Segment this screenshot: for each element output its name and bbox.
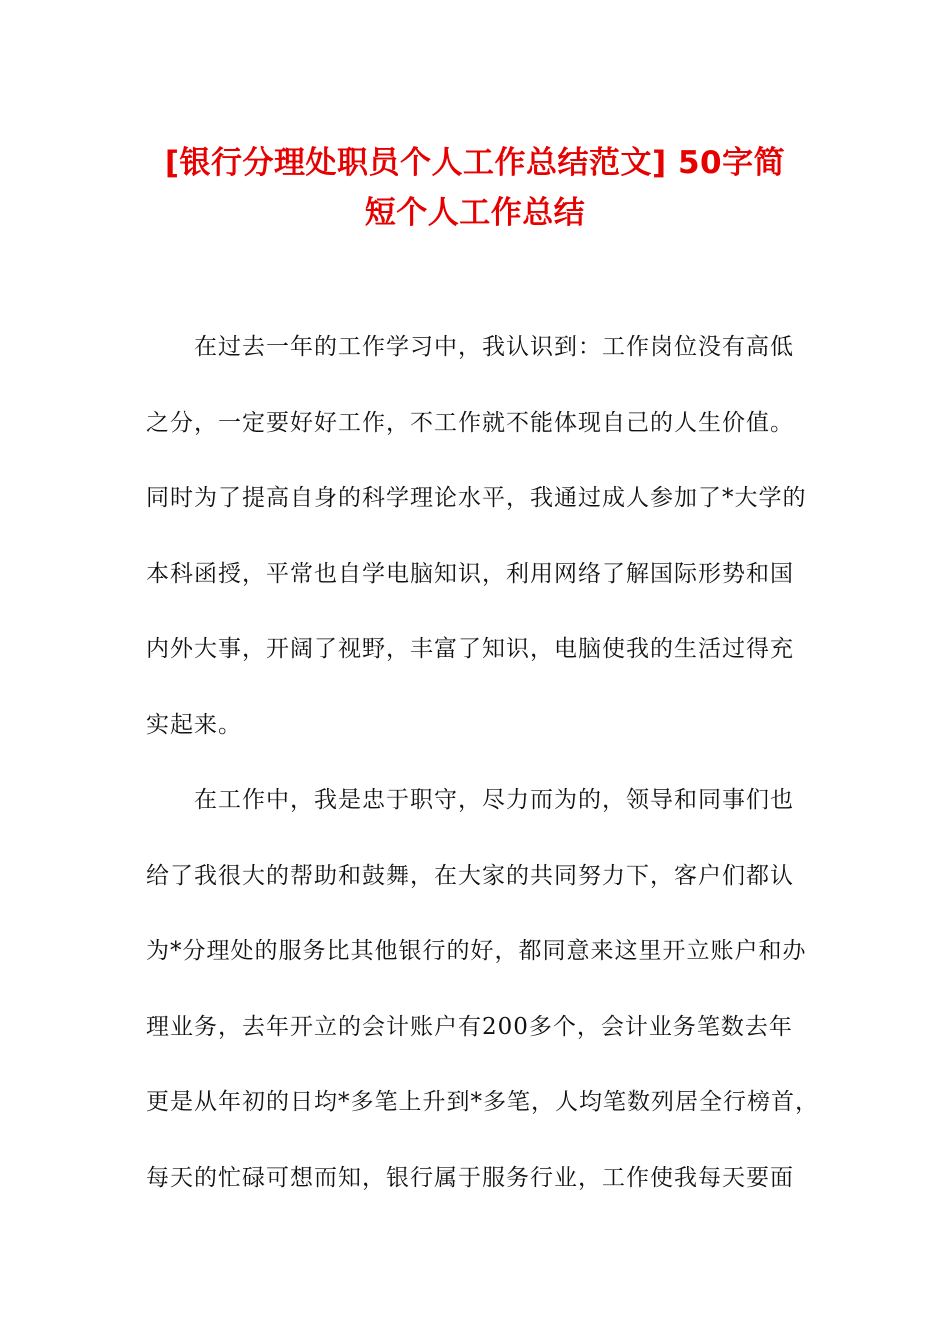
- paragraph-line: 之分，一定要好好工作，不工作就不能体现自己的人生价值。: [146, 409, 794, 436]
- title-line-2: 短个人工作总结: [364, 195, 586, 231]
- paragraph-line: 实起来。: [146, 711, 242, 738]
- paragraph-line: 在工作中，我是忠于职守，尽力而为的，领导和同事们也: [194, 787, 794, 813]
- title-line-1: [银行分理处职员个人工作总结范文] 50字简: [164, 145, 786, 181]
- paragraph-line: 给了我很大的帮助和鼓舞，在大家的共同努力下，客户们都认: [146, 862, 794, 889]
- document-body: [146, 322, 819, 1228]
- paragraph-line: 同时为了提高自身的科学理论水平，我通过成人参加了*大学的: [146, 485, 807, 511]
- paragraph-line: 为*分理处的服务比其他银行的好，都同意来这里开立账户和办: [146, 938, 807, 964]
- paragraph-line: 理业务，去年开立的会计账户有200多个，会计业务笔数去年: [146, 1013, 793, 1040]
- document-title: [120, 138, 830, 238]
- paragraph-line: 内外大事，开阔了视野，丰富了知识，电脑使我的生活过得充: [146, 636, 794, 662]
- paragraph-2: [146, 775, 819, 1228]
- paragraph-1: [146, 322, 806, 775]
- paragraph-line: 本科函授，平常也自学电脑知识，利用网络了解国际形势和国: [146, 560, 794, 587]
- paragraph-line: 更是从年初的日均*多笔上升到*多笔，人均笔数列居全行榜首，: [146, 1089, 819, 1115]
- paragraph-line: 在过去一年的工作学习中，我认识到：工作岗位没有高低: [194, 334, 794, 360]
- paragraph-line: 每天的忙碌可想而知，银行属于服务行业，工作使我每天要面: [146, 1164, 794, 1191]
